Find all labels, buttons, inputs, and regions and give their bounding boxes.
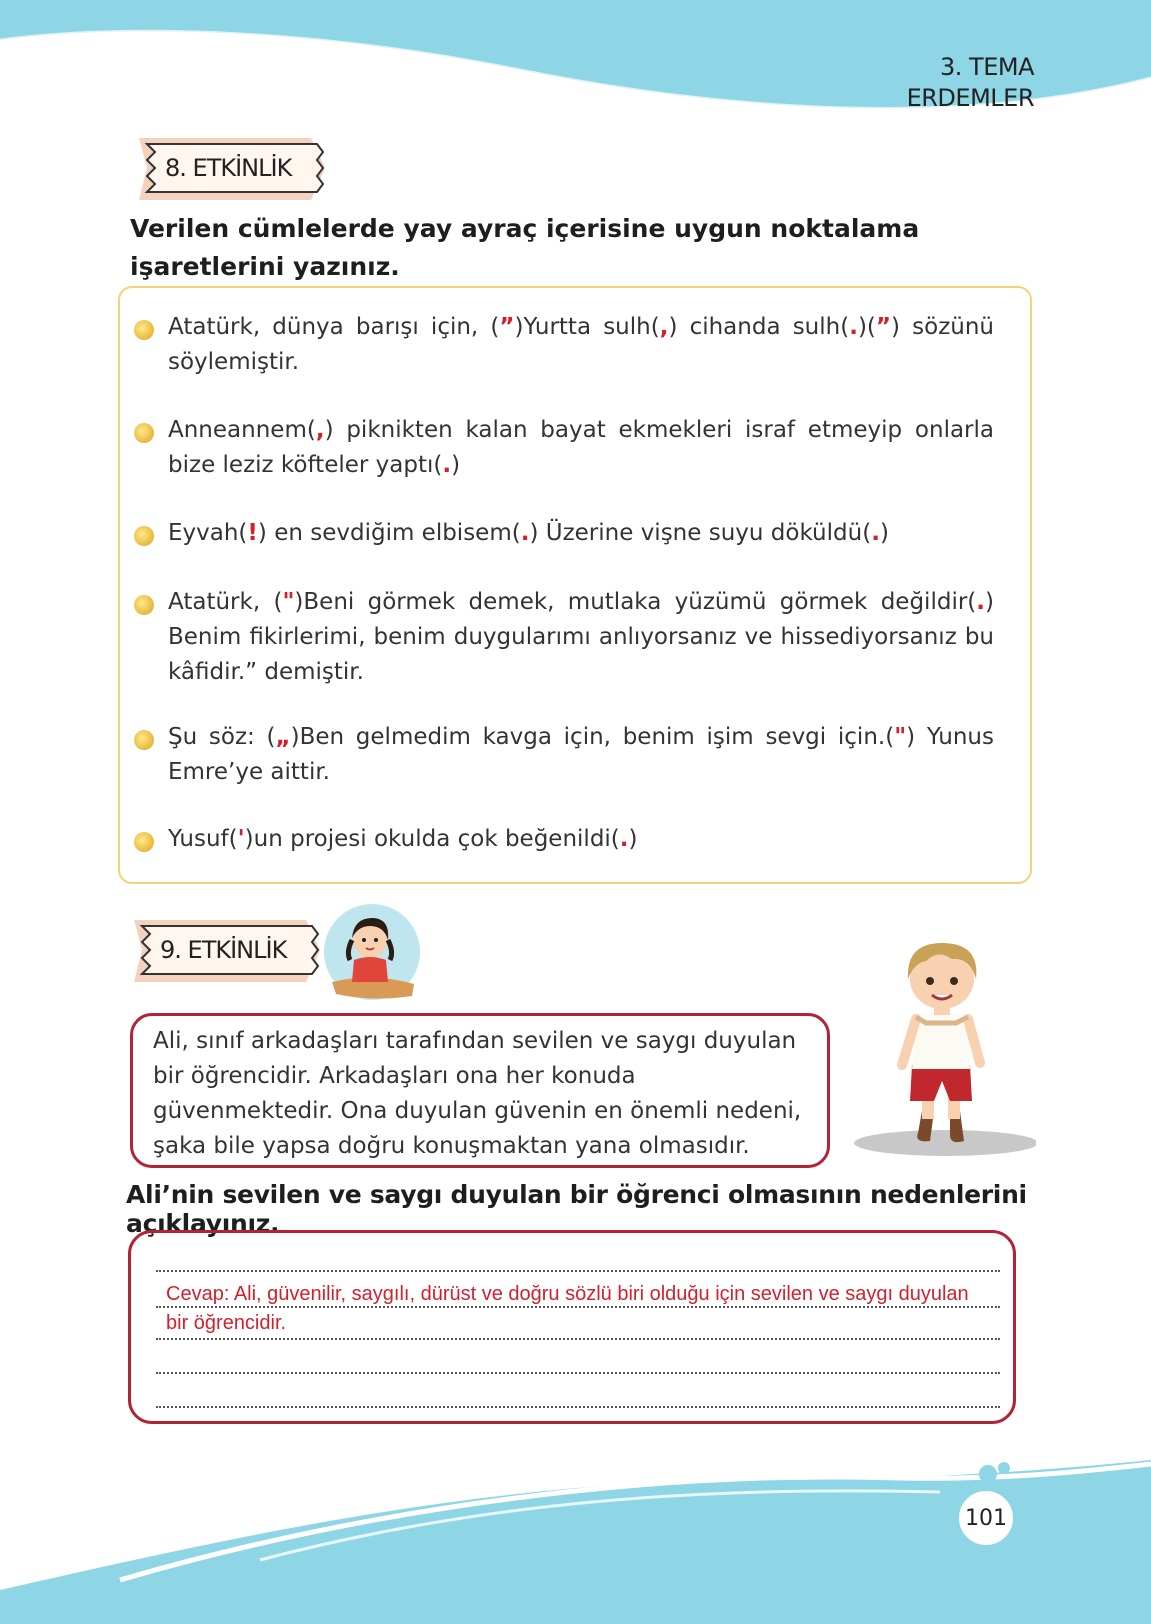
- punctuation-answer: ,: [659, 314, 669, 340]
- sentence-text: ) en sevdiğim elbisem(: [257, 520, 521, 546]
- sentence-item: [168, 822, 994, 857]
- sentence-text: Atatürk, dünya barışı için, (: [168, 314, 500, 340]
- answer-line-2: bir öğrencidir.: [166, 1312, 287, 1334]
- sentence-text: ) Üzerine vişne suyu döküldü(: [529, 520, 872, 546]
- bullet-dot-icon: [134, 320, 154, 340]
- punctuation-answer: .: [442, 452, 452, 478]
- theme-heading: [907, 52, 1034, 114]
- theme-name: ERDEMLER: [906, 84, 1034, 112]
- sentence-text: )(: [857, 314, 876, 340]
- bullet-dot-icon: [134, 423, 154, 443]
- punctuation-answer: „: [275, 724, 291, 750]
- answer-line: [156, 1338, 1000, 1340]
- sentence-text: Şu söz: (: [168, 724, 276, 750]
- punctuation-answer: !: [247, 520, 258, 546]
- answer-text: [166, 1280, 1066, 1338]
- sentence-item: [168, 720, 994, 790]
- punctuation-answer: .: [871, 520, 880, 546]
- activity-8-banner: [133, 128, 333, 208]
- sentence-text: ): [451, 452, 461, 478]
- bullet-dot-icon: [134, 595, 154, 615]
- punctuation-answer: ": [894, 724, 907, 750]
- bullet-dot-icon: [134, 526, 154, 546]
- sentence-text: ): [628, 826, 638, 852]
- sentence-text: )Beni görmek demek, mutlaka yüzümü görmek değildir(: [294, 589, 977, 615]
- sentence-text: Atatürk, (: [168, 589, 283, 615]
- sentence-text: ) piknikten kalan bayat ekmekleri israf etmeyip onlarla bize leziz köfteler yaptı(: [168, 417, 994, 478]
- activity-8-instruction: Verilen cümlelerde yay ayraç içerisine uygun noktalama işaretlerini yazınız.: [130, 214, 920, 281]
- sentence-item: [168, 516, 994, 551]
- punctuation-answer: ,: [315, 417, 325, 443]
- girl-writing-icon: [322, 902, 422, 1002]
- sentence-text: ) cihanda sulh(: [668, 314, 850, 340]
- answer-line: [156, 1270, 1000, 1272]
- punctuation-answer: .: [520, 520, 530, 546]
- sentence-text: )Yurtta sulh(: [514, 314, 660, 340]
- boy-illustration: [846, 935, 1036, 1160]
- punctuation-answer: .: [976, 589, 986, 615]
- theme-number: 3. TEMA: [940, 53, 1034, 81]
- sentence-text: ) sözünü söylemiştir.: [168, 314, 995, 375]
- activity-9-label: 9. ETKİNLİK: [160, 936, 287, 964]
- sentence-text: ) Yunus Emre’ye aittir.: [168, 724, 994, 785]
- sentence-text: Anneannem(: [168, 417, 316, 443]
- sentence-text: Eyvah(: [168, 520, 248, 546]
- sentence-text: )un projesi okulda çok beğenildi(: [244, 826, 620, 852]
- sentence-text: )Ben gelmedim kavga için, benim işim sevgi için.(: [290, 724, 895, 750]
- activity-9-question: Ali’nin sevilen ve saygı duyulan bir öğrenci olmasının nedenlerini açıklayınız.: [126, 1180, 1027, 1238]
- punctuation-answer: ”: [875, 314, 892, 340]
- sentence-item: [168, 585, 994, 690]
- punctuation-answer: ”: [499, 314, 515, 340]
- activity-9-banner: [128, 910, 328, 990]
- bullet-dot-icon: [134, 832, 154, 852]
- sentence-text: Yusuf(: [168, 826, 238, 852]
- activity-8-label: 8. ETKİNLİK: [165, 154, 292, 182]
- punctuation-answer: ': [237, 826, 245, 852]
- sentence-text: ): [879, 520, 889, 546]
- bullet-dot-icon: [134, 730, 154, 750]
- punctuation-answer: ": [282, 589, 295, 615]
- punctuation-answer: .: [849, 314, 858, 340]
- punctuation-answer: .: [619, 826, 629, 852]
- answer-line: [156, 1406, 1000, 1408]
- answer-line-1: Cevap: Ali, güvenilir, saygılı, dürüst ve doğru sözlü biri olduğu için sevilen ve saygı duyulan: [166, 1283, 969, 1305]
- sentence-item: [168, 310, 994, 380]
- page-number: 101: [956, 1488, 1016, 1548]
- answer-line: [156, 1372, 1000, 1374]
- activity-9-passage: Ali, sınıf arkadaşları tarafından sevilen ve saygı duyulan bir öğrencidir. Arkadaşları ona her konuda güvenmektedir. Ona duyulan güvenin en önemli nedeni, şaka bile yapsa doğru konuşmaktan yana olmasıdır.: [130, 1013, 830, 1168]
- sentence-text: ) Benim fikirlerimi, benim duygularımı anlıyorsanız ve hissediyorsanız bu kâfidir.” demiştir.: [168, 589, 994, 685]
- sentence-item: [168, 413, 994, 483]
